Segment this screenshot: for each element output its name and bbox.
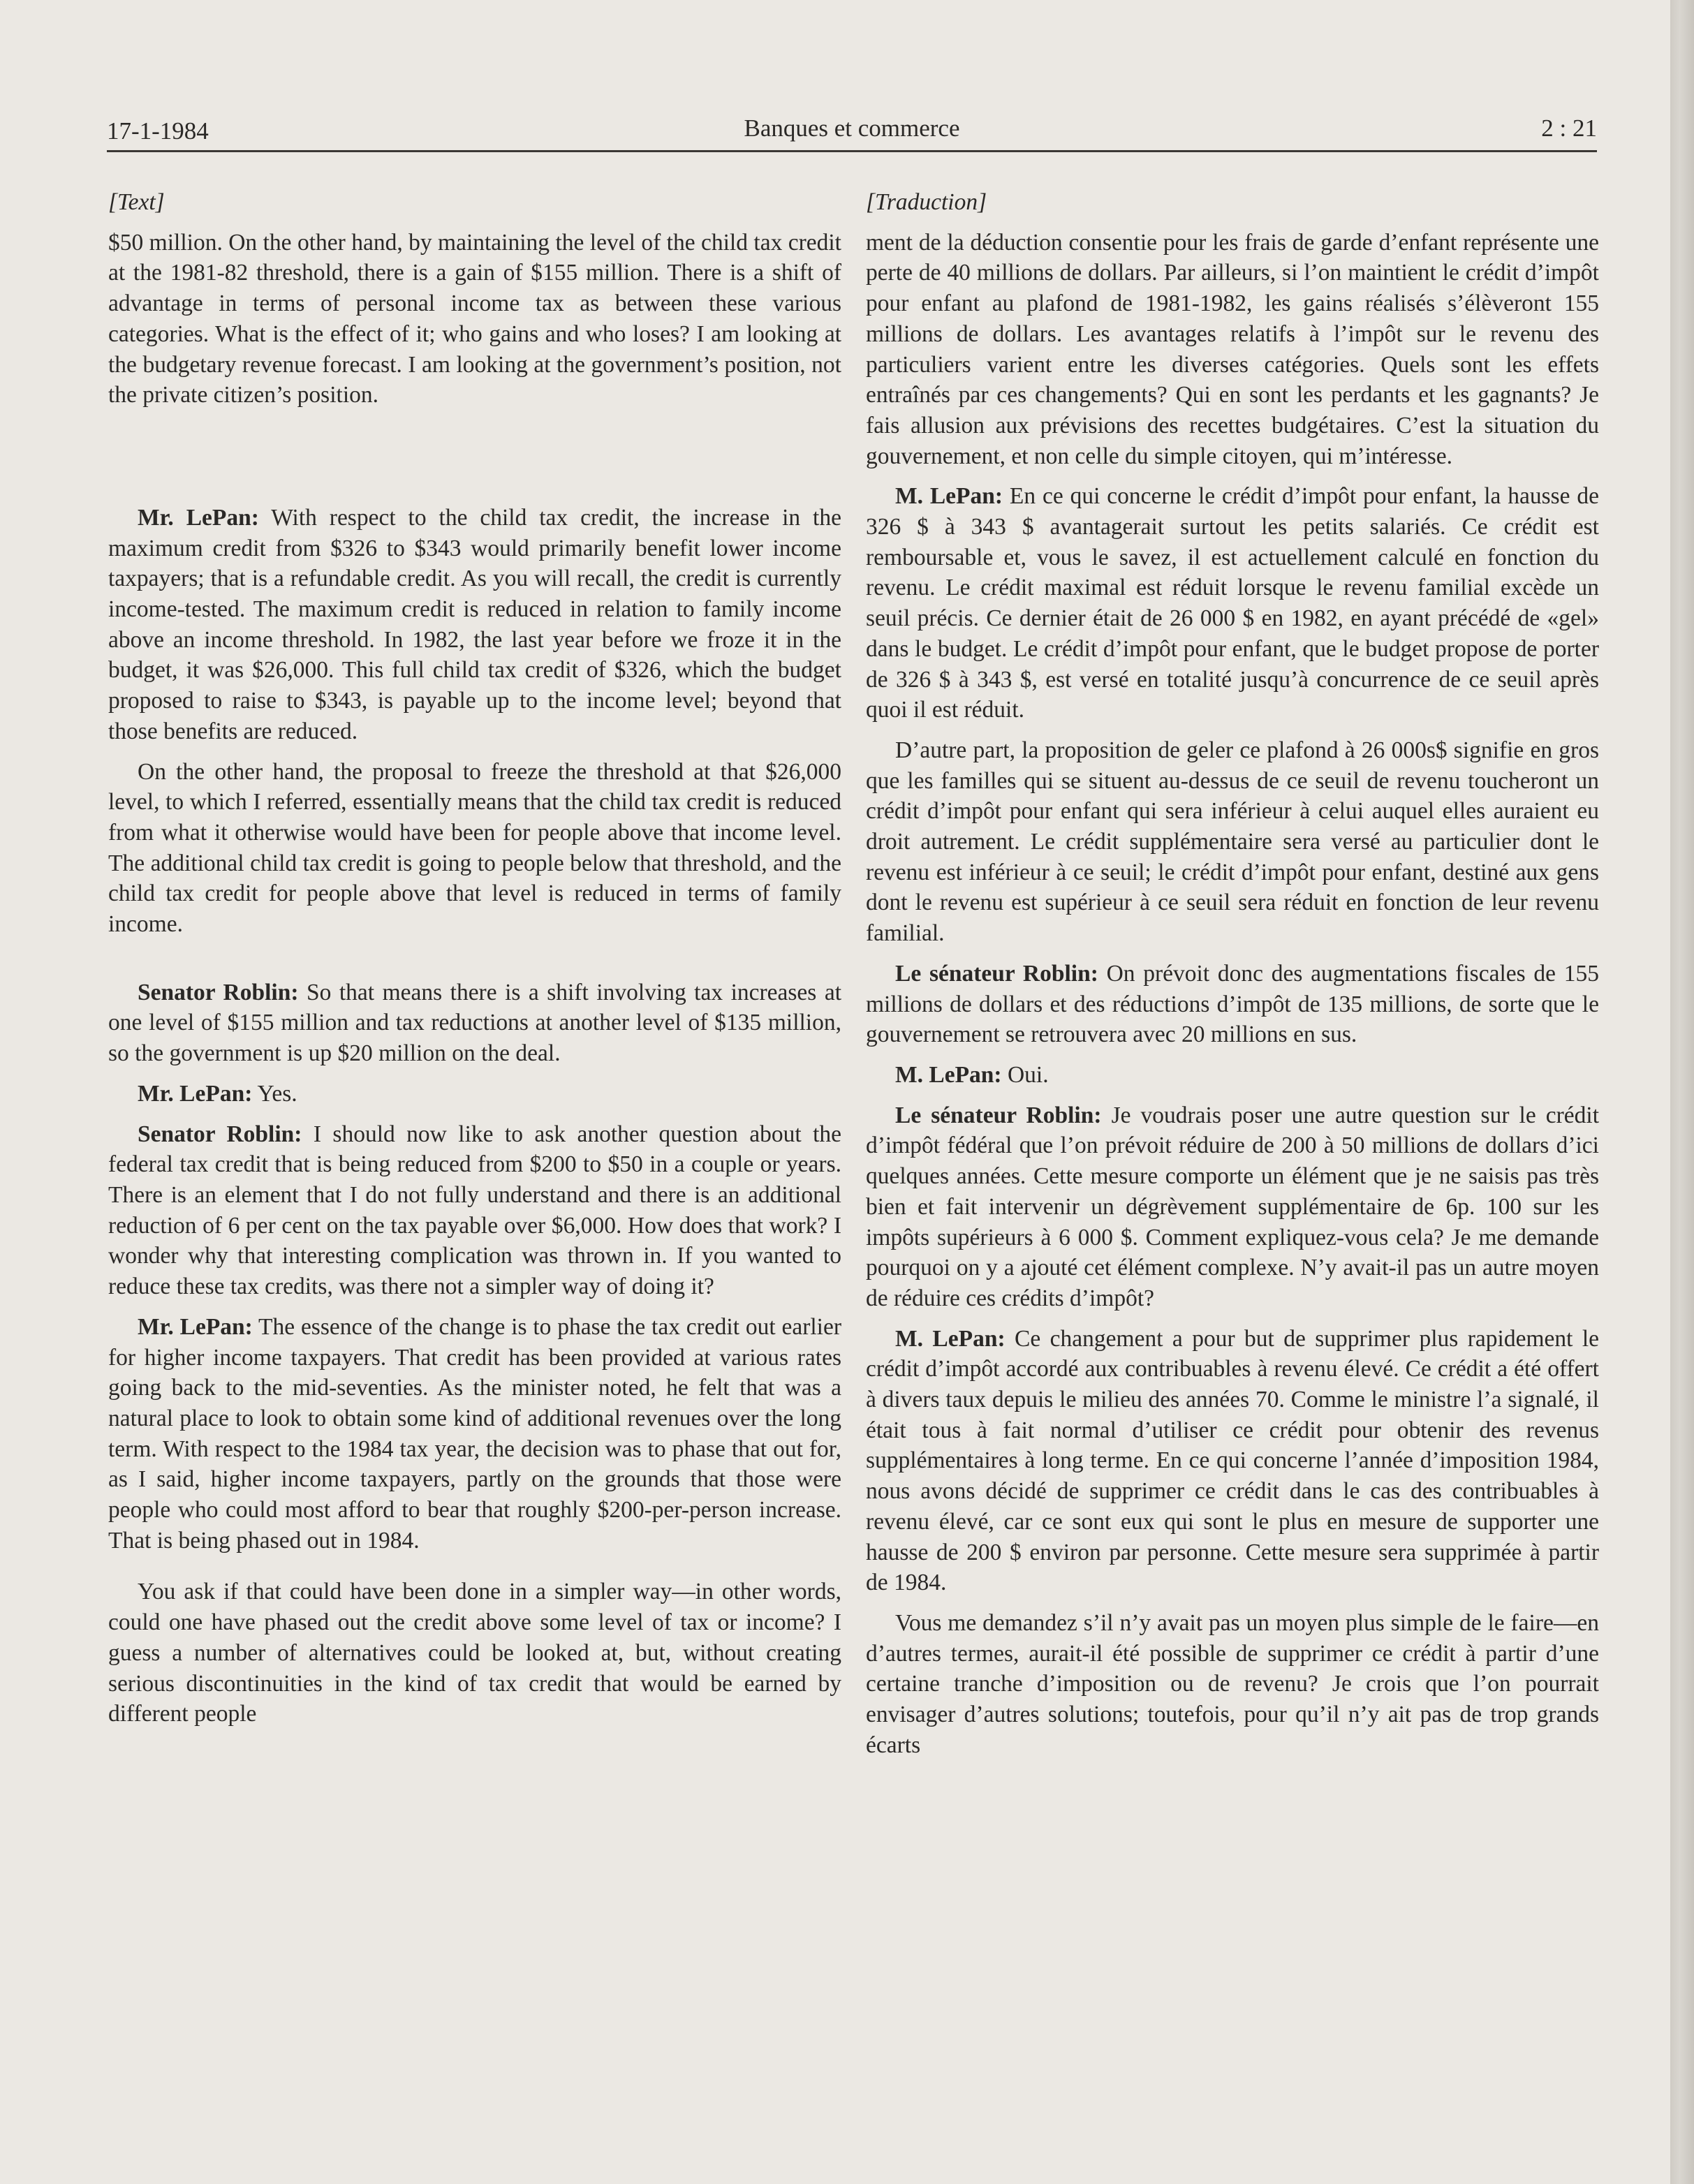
paragraph-text: $50 million. On the other hand, by maintaining the level of the child tax credit at the 1981-82 threshold, there is a gain of $155 million. There is a shift of advantage in terms of personal income tax as between these various categories. What is the effect of it; who gains and who loses? I am looking at the budgetary revenue forecast. I am looking at the government’s position, not the private citizen’s position. — [108, 229, 841, 408]
paragraph-text: En ce qui concerne le crédit d’impôt pour enfant, la hausse de 326 $ à 343 $ avantagerait surtout les petits salariés. Ce crédit est remboursable et, vous le savez, il est actuellement calculé en fonction du revenu. Le crédit maximal est réduit lorsque le revenu familial excède un seuil précis. Ce dernier était de 26 000 $ en 1982, en ayant précédé de «gel» dans le budget. Le crédit d’impôt pour enfant, que le budget propose de porter de 326 $ à 343 $, est versé en totalité jusqu’à concurrence de ce seuil après quoi il est réduit. — [866, 483, 1599, 723]
french-column — [866, 187, 1599, 1770]
speaker-name: Mr. LePan: — [138, 504, 259, 531]
header-date: 17-1-1984 — [107, 117, 209, 145]
paragraph-text: On the other hand, the proposal to freeze the threshold at that $26,000 level, to which I referred, essentially means that the child tax credit is reduced from what it otherwise would have been for people above that income level. The additional child tax credit is going to people below that threshold, and the child tax credit for people above that level is reduced in terms of family income. — [108, 758, 841, 938]
paragraph — [108, 1312, 841, 1556]
paragraph-text: The essence of the change is to phase the tax credit out earlier for higher income taxpayers. That credit has been provided at various rates going back to the mid-seventies. As the minister noted, he felt that was a natural place to look to obtain some kind of additional revenues over the long term. With respect to the 1984 tax year, the decision was to phase that out for, as I said, higher income taxpayers, partly on the grounds that those were people who could most afford to bear that roughly $200-per-person increase. That is being phased out in 1984. — [108, 1313, 841, 1554]
paragraph — [108, 503, 841, 747]
speaker-name: Senator Roblin: — [138, 1121, 302, 1147]
paragraph — [108, 228, 841, 411]
speaker-name: M. LePan: — [895, 1061, 1002, 1088]
paragraph-text: Ce changement a pour but de supprimer plus rapidement le crédit d’impôt accordé aux contribuables à revenu élevé. Ce crédit a été offert à divers taux depuis le milieu des années 70. Comme le ministre l’a signalé, il était tous à fait normal d’utiliser ce crédit pour obtenir des revenus supplémentaires à long terme. En ce qui concerne l’année d’imposition 1984, nous avons décidé de supprimer ce crédit dans le cas des contribuables à revenu élevé, car ce sont eux qui sont le plus en mesure de supporter une hausse de 200 $ environ par personne. Cette mesure sera supprimée à partir de 1984. — [866, 1325, 1600, 1596]
page-edge — [1670, 0, 1694, 2184]
paragraph — [866, 1100, 1599, 1314]
language-label: [Text] — [108, 189, 165, 215]
paragraph-text: D’autre part, la proposition de geler ce plafond à 26 000s$ signifie en gros que les familles qui se situent au-dessus de ce seuil de revenu toucheront un crédit d’impôt pour enfant qui sera inférieur à celui auquel elles auraient eu droit autrement. Le crédit supplémentaire sera versé au particulier dont le revenu est inférieur à ce seuil; le crédit d’impôt pour enfant, destiné aux gens dont le revenu est supérieur à ce seuil sera réduit en fonction de leur revenu familial. — [866, 737, 1599, 947]
paragraph-text: You ask if that could have been done in a simpler way—in other words, could one have phased out the credit above some level of tax or income? I guess a number of alternatives could be looked at, but, without creating serious discontinuities in the kind of tax credit that would be earned by different people — [108, 1579, 841, 1727]
paragraph — [108, 977, 841, 1069]
paragraph — [108, 1079, 841, 1109]
speaker-name: M. LePan: — [895, 1325, 1006, 1352]
speaker-name: Mr. LePan: — [138, 1313, 253, 1340]
paragraph — [866, 1324, 1599, 1598]
paragraph — [866, 735, 1599, 949]
paragraph-text: Oui. — [1007, 1061, 1049, 1088]
paragraph-text: Yes. — [257, 1080, 297, 1107]
paragraph — [866, 959, 1599, 1050]
paragraph-text: ment de la déduction consentie pour les frais de garde d’enfant représente une perte de 40 millions de dollars. Par ailleurs, si l’on maintient le crédit d’impôt pour enfant au plafond de 1981-1982, les gains réalisés s’élèveront 155 millions de dollars. Les avantages relatifs à l’impôt sur le revenu des particuliers varient entre les diverses catégories. Quels sont les effets entraînés par ces changements? Qui en sont les perdants et les gagnants? Je fais allusion aux prévisions des recettes budgétaires. C’est la situation du gouvernement, et non celle du simple citoyen, qui m’intéresse. — [866, 229, 1599, 469]
speaker-name: Mr. LePan: — [138, 1080, 253, 1107]
paragraph — [866, 481, 1599, 725]
paragraph — [866, 1060, 1599, 1091]
speaker-name: Senator Roblin: — [138, 979, 299, 1005]
speaker-name: Le sénateur Roblin: — [895, 1102, 1102, 1128]
speaker-name: Le sénateur Roblin: — [895, 960, 1098, 987]
paragraph — [108, 1119, 841, 1302]
paragraph-text: I should now like to ask another question about the federal tax credit that is being reduced from $200 to $50 in a couple or years. There is an element that I do not fully understand and there is an additional reduction of 6 per cent on the tax payable over $6,000. How does that work? I wonder why that interesting complication was thrown in. If you wanted to reduce these tax credits, was there not a simpler way of doing it? — [108, 1121, 842, 1300]
english-column — [108, 187, 841, 1739]
paragraph — [108, 1577, 841, 1729]
paragraph-text: Vous me demandez s’il n’y avait pas un moyen plus simple de le faire—en d’autres termes, aurait-il été possible de supprimer ce crédit à partir d’une certaine tranche d’imposition ou de revenu? Je crois que l’on pourrait envisager d’autres solutions; toutefois, pour qu’il n’y ait pas de trop grands écarts — [866, 1609, 1599, 1758]
paragraph-text: With respect to the child tax credit, the increase in the maximum credit from $326 to $343 would primarily benefit lower income taxpayers; that is a refundable credit. As you will recall, the credit is currently income-tested. The maximum credit is reduced in relation to family income above an income threshold. In 1982, the last year before we froze it in the budget, it was $26,000. This full child tax credit of $326, which the budget proposed to raise to $343, is payable up to the income level; beyond that those benefits are reduced. — [108, 504, 841, 744]
page-header — [107, 112, 1597, 151]
paragraph-text: Je voudrais poser une autre question sur le crédit d’impôt fédéral que l’on prévoit réduire de 200 à 50 millions de dollars d’ici quelques années. Cette mesure comporte un élément que je ne saisis pas très bien et fait intervenir un dégrèvement supplémentaire de 6p. 100 sur les impôts supérieurs à 6 000 $. Comment expliquez-vous cela? Je me demande pourquoi on y a ajouté cet élément complexe. N’y avait-il pas un autre moyen de réduire ces crédits d’impôt? — [866, 1102, 1600, 1311]
header-rule — [107, 150, 1597, 152]
header-title: Banques et commerce — [744, 115, 960, 142]
paragraph-text: So that means there is a shift involving tax increases at one level of $155 million and tax reductions at another level of $135 million, so the government is up $20 million on the deal. — [108, 979, 841, 1067]
paragraph — [866, 1608, 1599, 1761]
speaker-name: M. LePan: — [895, 483, 1003, 510]
paragraph — [866, 228, 1599, 472]
page-number: 2 : 21 — [1541, 115, 1597, 142]
paragraph — [108, 757, 841, 940]
paragraph-text: On prévoit donc des augmentations fiscales de 155 millions de dollars et des réductions d’impôt de 135 millions, de sorte que le gouvernement se retrouvera avec 20 millions en sus. — [866, 960, 1599, 1048]
language-label: [Traduction] — [866, 189, 987, 215]
